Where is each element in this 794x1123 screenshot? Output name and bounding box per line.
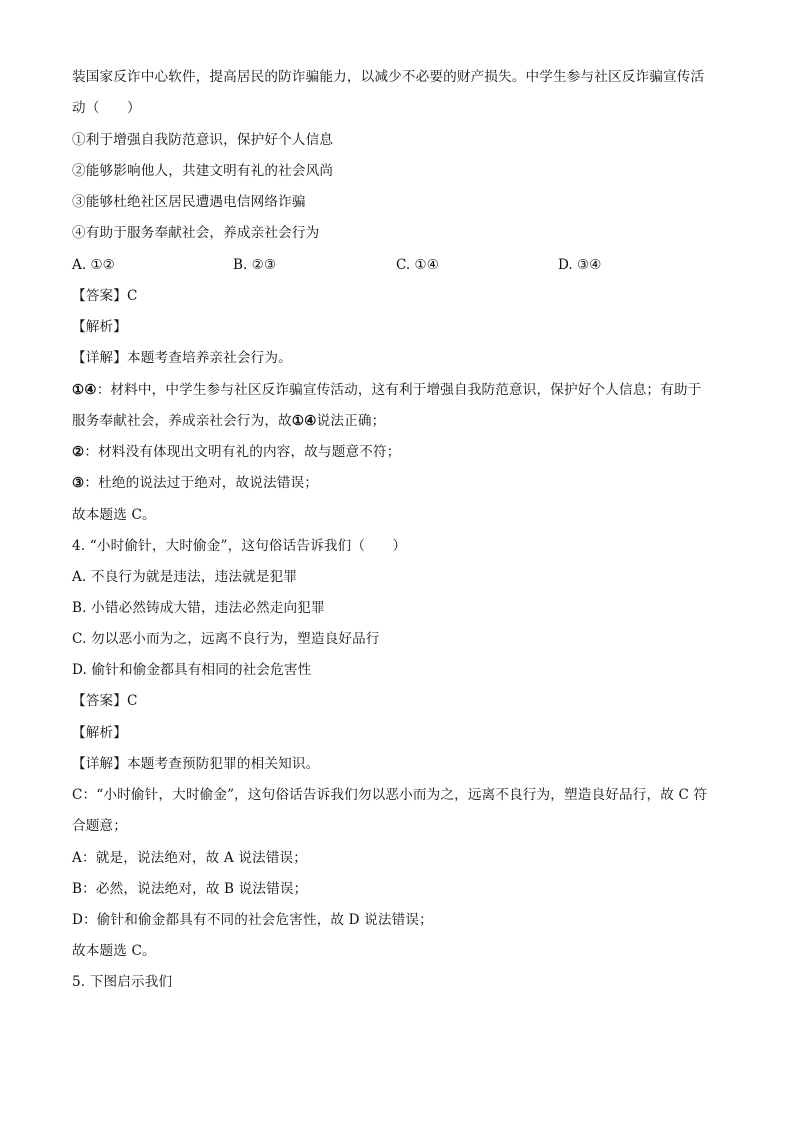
q4-explanation-c-line1: C：“小时偷针，大时偷金”，这句俗话告诉我们勿以恶小而为之，远离不良行为，塑造良好品行，故 C 符 (72, 787, 708, 803)
q3-explanation-3 (72, 474, 318, 492)
q3-answer: 【答案】C (72, 288, 138, 304)
q4-option-d: D. 偷针和偷金都具有相同的社会危害性 (72, 662, 312, 678)
q3-explanation-1-text: ：材料中，中学生参与社区反诈骗宣传活动，这有利于增强自我防范意识，保护好个人信息；有助于 (96, 382, 702, 398)
q3-conclusion: 故本题选 C。 (72, 507, 156, 523)
q4-detail: 【详解】本题考查预防犯罪的相关知识。 (72, 756, 320, 772)
q4-conclusion: 故本题选 C。 (72, 943, 156, 959)
q5-stem: 5. 下图启示我们 (72, 974, 173, 990)
q3-option-c: C. ①④ (396, 257, 439, 273)
q4-explanation-d: D：偷针和偷金都具有不同的社会危害性，故 D 说法错误； (72, 912, 433, 928)
q4-stem: 4. “小时偷针，大时偷金”，这句俗话告诉我们（ ） (72, 538, 407, 554)
q3-option-a: A. ①② (72, 257, 115, 273)
q3-analysis-heading: 【解析】 (72, 319, 127, 335)
q4-explanation-c-line2: 合题意； (72, 818, 127, 834)
q4-analysis-heading: 【解析】 (72, 725, 127, 741)
q4-option-b: B. 小错必然铸成大错，违法必然走向犯罪 (72, 600, 325, 616)
q3-explanation-1-mark: ①④ (72, 382, 97, 398)
q3-explanation-1-line2-b: 说法正确； (316, 413, 386, 429)
q3-item-1: ①利于增强自我防范意识，保护好个人信息 (72, 132, 334, 148)
q3-explanation-1-line2-a: 服务奉献社会，养成亲社会行为，故 (72, 413, 292, 429)
q4-option-a: A. 不良行为就是违法，违法就是犯罪 (72, 569, 298, 585)
q3-explanation-2 (72, 443, 400, 461)
q3-explanation-1-line2 (72, 412, 385, 430)
q3-option-b: B. ②③ (233, 257, 277, 273)
q3-explanation-2-text: ：材料没有体现出文明有礼的内容，故与题意不符； (84, 444, 401, 460)
q3-explanation-3-text: ：杜绝的说法过于绝对，故说法错误； (84, 475, 318, 491)
q4-explanation-a: A：就是，说法绝对，故 A 说法错误； (72, 850, 308, 866)
q3-item-2: ②能够影响他人，共建文明有礼的社会风尚 (72, 163, 334, 179)
q3-explanation-2-mark: ② (72, 444, 85, 460)
q3-option-d: D. ③④ (558, 257, 602, 273)
q4-explanation-b: B：必然，说法绝对，故 B 说法错误； (72, 881, 308, 897)
q3-stem-line2: 动（ ） (72, 100, 141, 116)
q3-explanation-3-mark: ③ (72, 475, 85, 491)
q4-option-c: C. 勿以恶小而为之，远离不良行为，塑造良好品行 (72, 631, 380, 647)
q3-item-3: ③能够杜绝社区居民遭遇电信网络诈骗 (72, 194, 306, 210)
q4-answer: 【答案】C (72, 693, 138, 709)
q3-stem-line1: 装国家反诈中心软件，提高居民的防诈骗能力，以减少不必要的财产损失。中学生参与社区反诈骗宣传活 (72, 69, 705, 85)
q3-explanation-1-line2-mark: ①④ (291, 413, 317, 429)
q3-explanation-1-line1 (72, 381, 701, 399)
q3-item-4: ④有助于服务奉献社会，养成亲社会行为 (72, 225, 320, 241)
q3-detail: 【详解】本题考查培养亲社会行为。 (72, 350, 292, 366)
